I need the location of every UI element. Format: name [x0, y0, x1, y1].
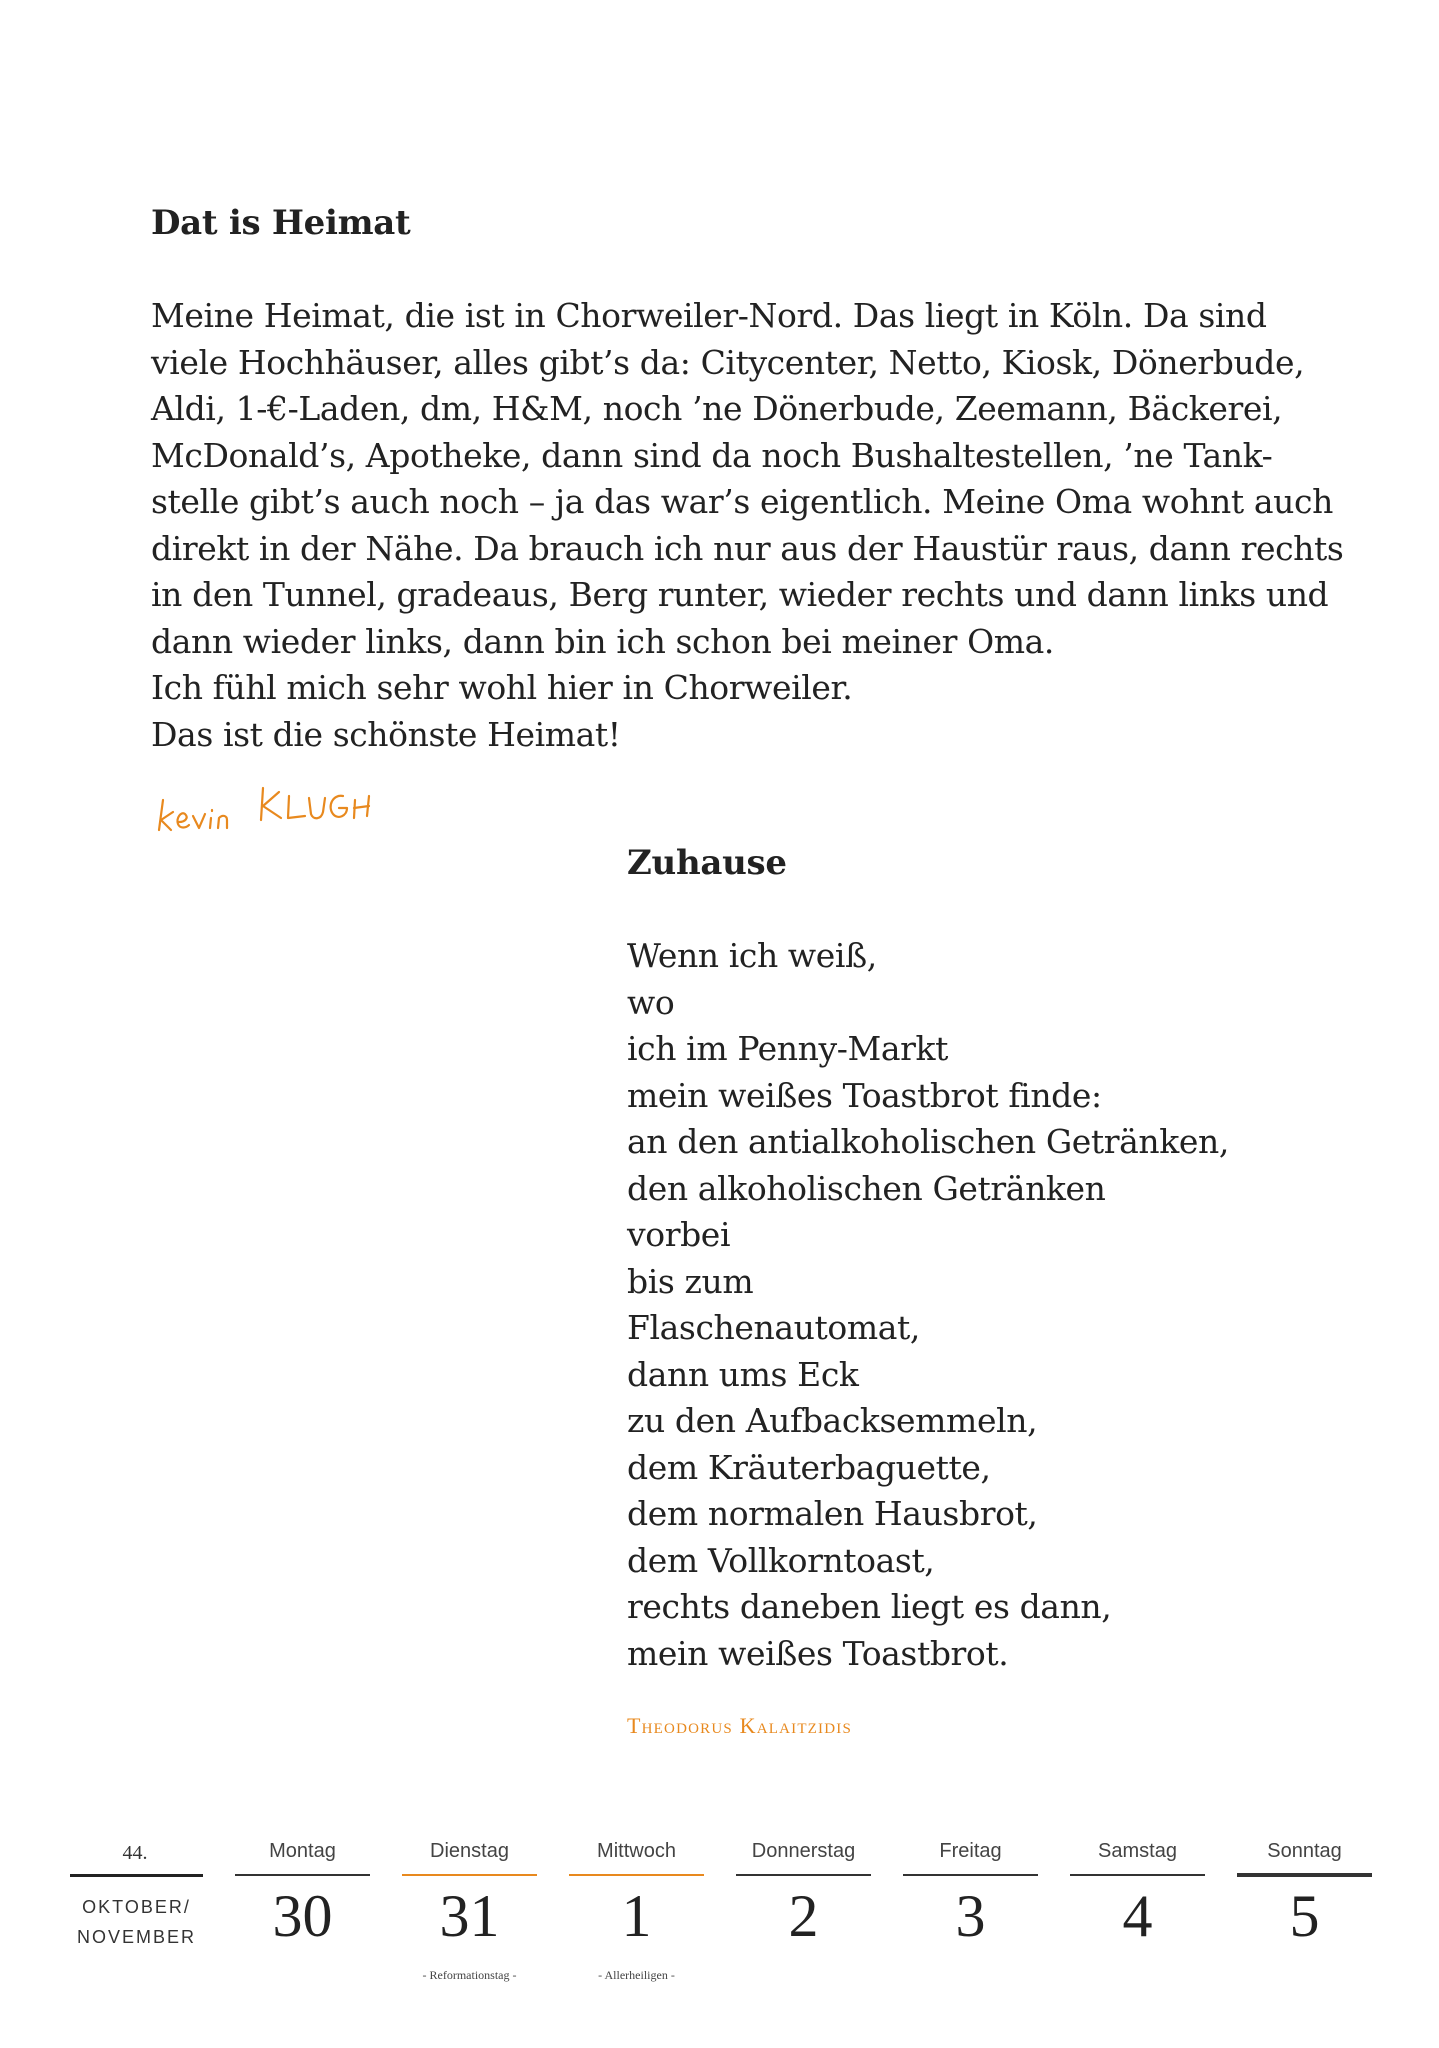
day-name: Dienstag [430, 1840, 509, 1862]
day-number: 5 [1289, 1883, 1320, 1949]
poem-line: dem Kräuterbaguette, [627, 1447, 991, 1487]
day-name: Samstag [1098, 1840, 1177, 1862]
poem-line: ich im Penny-Markt [627, 1029, 948, 1068]
poem-line: dem normalen Hausbrot, [627, 1494, 1038, 1533]
poem-body-zuhause [627, 933, 1229, 1677]
poem-line: Ich fühl mich sehr wohl hier in Chorweiler. [151, 668, 853, 707]
poem-line: McDonald’s, Apotheke, dann sind da noch Bushaltestellen, ’ne Tank- [151, 435, 1273, 475]
day-name: Montag [269, 1840, 336, 1862]
handwritten-signature [155, 778, 455, 838]
poem-title-zuhause: Zuhause [627, 843, 787, 883]
day-name: Mittwoch [597, 1840, 676, 1862]
poem-line: Das ist die schönste Heimat! [151, 714, 621, 754]
week-number: 44. [122, 1842, 148, 1864]
poem-author: Theodorus Kalaitzidis [627, 1713, 853, 1738]
day-number: 4 [1122, 1883, 1153, 1949]
poem-line: bis zum [627, 1261, 754, 1301]
poem-line: stelle gibt’s auch noch – ja das war’s eigentlich. Meine Oma wohnt auch [151, 482, 1333, 521]
poem-line: Meine Heimat, die ist in Chorweiler-Nord. Das liegt in Köln. Da sind [151, 296, 1267, 335]
day-name: Sonntag [1267, 1840, 1342, 1862]
day-number: 30 [272, 1883, 333, 1949]
week-calendar [0, 1820, 1439, 2020]
day-name: Freitag [939, 1840, 1002, 1862]
poem-body-heimat [151, 293, 1351, 758]
poem-line: in den Tunnel, gradeaus, Berg runter, wieder rechts und dann links und [151, 575, 1329, 614]
day-divider [1237, 1873, 1372, 1877]
month-label [70, 1892, 203, 1952]
day-name: Donnerstag [751, 1840, 856, 1862]
poem-line: rechts daneben liegt es dann, [627, 1587, 1112, 1626]
poem-line: an den antialkoholischen Getränken, [627, 1122, 1229, 1161]
poem-line: vorbei [627, 1215, 731, 1254]
poem-line: direkt in der Nähe. Da brauch ich nur aus der Haustür raus, dann rechts [151, 528, 1344, 568]
week-divider [70, 1874, 203, 1877]
holiday-label: - Reformationstag - [422, 1968, 517, 1982]
poem-line: Aldi, 1-€-Laden, dm, H&M, noch ’ne Dönerbude, Zeemann, Bäckerei, [151, 389, 1283, 428]
day-divider [1070, 1874, 1205, 1876]
day-number: 3 [955, 1883, 986, 1949]
poem-line: zu den Aufbacksemmeln, [627, 1401, 1038, 1440]
poem-line: mein weißes Toastbrot. [627, 1633, 1009, 1673]
poem-line: wo [627, 982, 675, 1022]
day-divider [235, 1874, 370, 1876]
poem-line: Flaschenautomat, [627, 1308, 920, 1347]
poem-line: mein weißes Toastbrot finde: [627, 1075, 1102, 1115]
poem-line: viele Hochhäuser, alles gibt’s da: Citycenter, Netto, Kiosk, Dönerbude, [151, 342, 1305, 382]
day-divider [903, 1874, 1038, 1876]
holiday-label: - Allerheiligen - [598, 1968, 675, 1982]
day-divider [402, 1874, 537, 1876]
day-number: 31 [439, 1883, 500, 1949]
month-line-2: NOVEMBER [76, 1927, 197, 1947]
poem-line: den alkoholischen Getränken [627, 1168, 1106, 1208]
poem-line: dann wieder links, dann bin ich schon bei meiner Oma. [151, 621, 1055, 661]
day-divider [569, 1874, 704, 1876]
month-line-1: OKTOBER/ [82, 1897, 191, 1917]
poem-title-heimat: Dat is Heimat [151, 203, 411, 243]
poem-line: Wenn ich weiß, [627, 936, 877, 975]
poem-line: dann ums Eck [627, 1354, 859, 1394]
poem-line: dem Vollkorntoast, [627, 1540, 935, 1580]
day-number: 1 [621, 1883, 652, 1949]
day-number: 2 [788, 1883, 819, 1949]
day-divider [736, 1874, 871, 1876]
